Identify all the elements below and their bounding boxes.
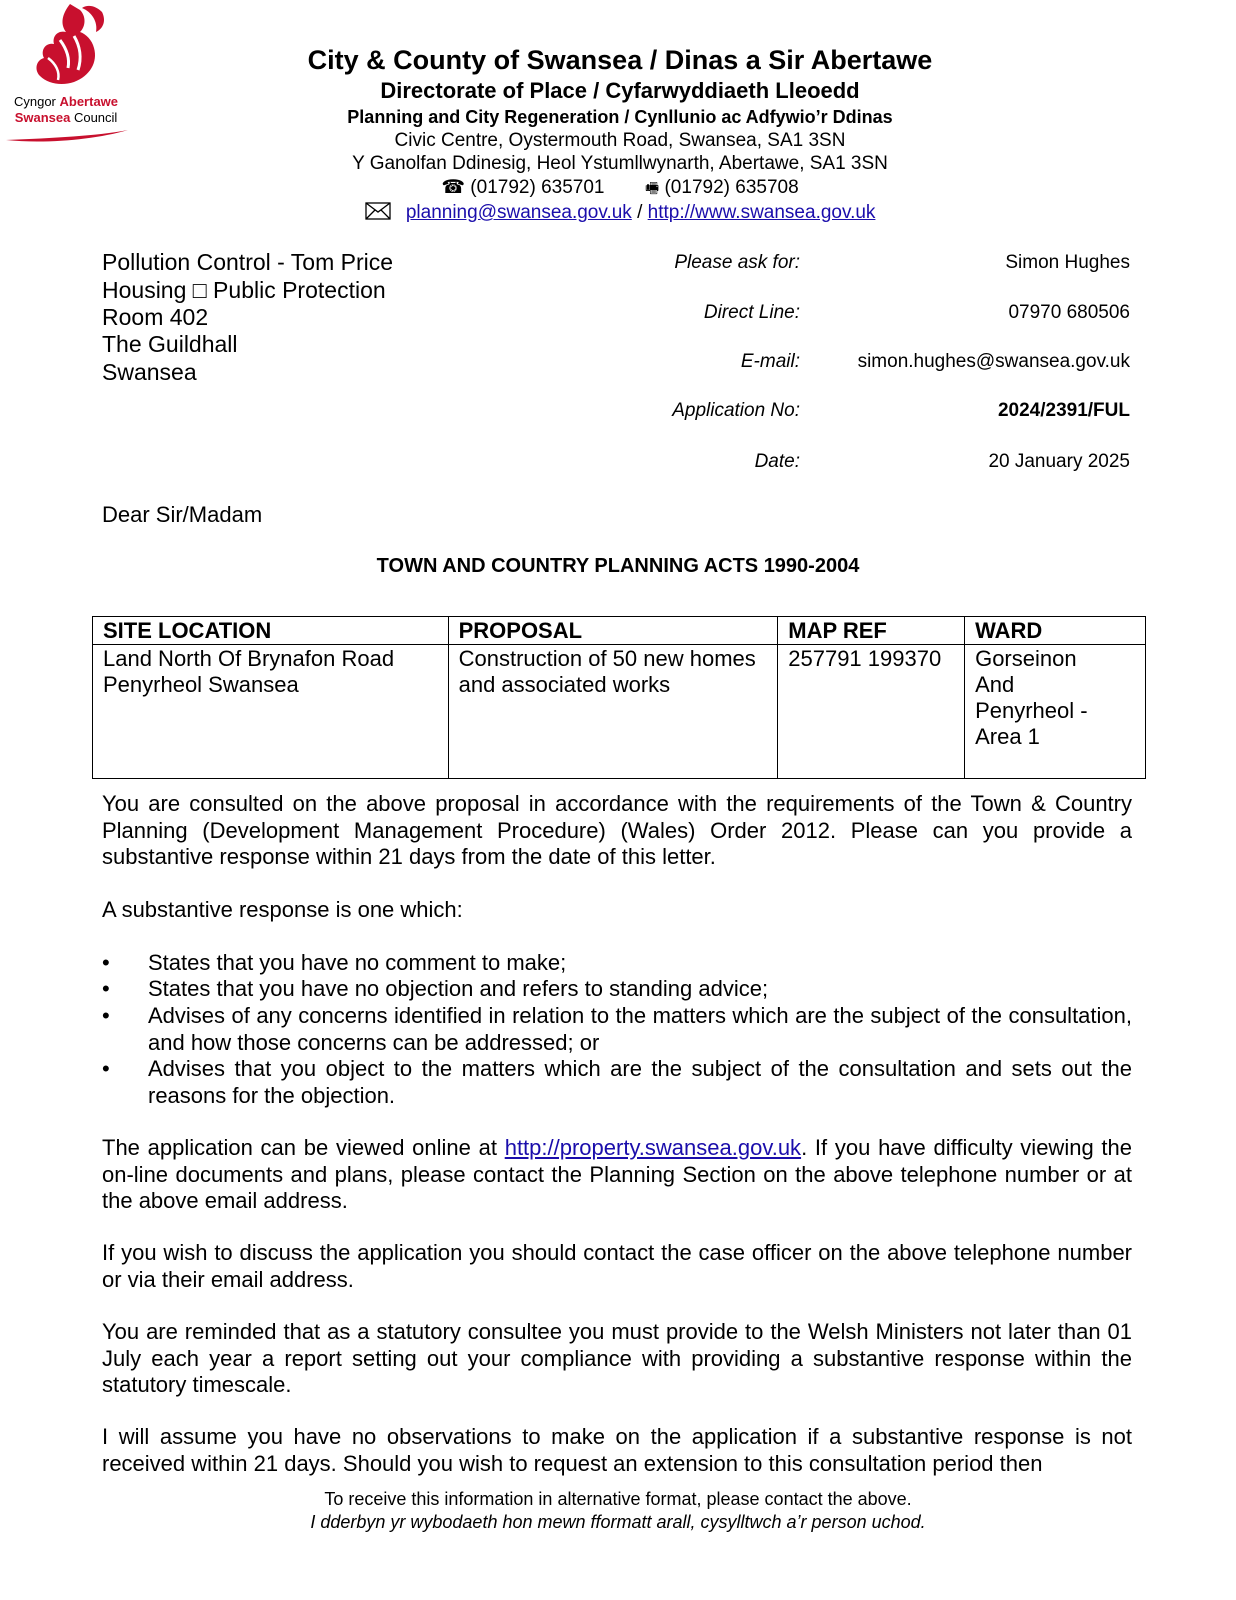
salutation: Dear Sir/Madam: [102, 502, 263, 527]
application-details-table: [92, 616, 1146, 779]
list-item-text: Advises of any concerns identified in relation to the matters which are the subject of the consultation, and how those concerns can be addressed; or: [148, 1003, 1132, 1055]
bullet-symbol: •: [102, 1003, 110, 1028]
ward-line: Penyrheol -: [975, 698, 1088, 723]
phone-icon: ☎: [441, 177, 466, 198]
direct-line-value: 07970 680506: [1008, 302, 1130, 323]
department-name: Planning and City Regeneration / Cynllunio ac Adfywio’r Ddinas: [347, 107, 893, 127]
envelope-icon: [365, 202, 391, 220]
bullet-symbol: •: [102, 976, 110, 1001]
link-separator: /: [637, 202, 643, 223]
footer-welsh: I dderbyn yr wybodaeth hon mewn fformatt arall, cysylltwch a’r person uchod.: [310, 1512, 926, 1532]
table-header-row: [93, 617, 1146, 645]
council-name: City & County of Swansea / Dinas a Sir Abertawe: [307, 45, 933, 75]
bullet-symbol: •: [102, 1056, 110, 1081]
ask-for-value: Simon Hughes: [1005, 252, 1130, 273]
property-website-link[interactable]: http://property.swansea.gov.uk: [504, 1135, 802, 1160]
application-no-value: 2024/2391/FUL: [997, 400, 1130, 421]
ward-line: And: [975, 672, 1015, 697]
cell-map-ref: [778, 645, 965, 779]
proposal-line: Construction of 50 new homes: [458, 646, 756, 671]
table-row: [93, 645, 1146, 779]
recipient-line-4: The Guildhall: [102, 331, 238, 357]
cell-site-location: [93, 645, 449, 779]
ward-line: Area 1: [975, 724, 1040, 749]
site-location-line: Land North Of Brynafon Road: [103, 646, 395, 671]
address-english: Civic Centre, Oystermouth Road, Swansea, SA1 3SN: [394, 130, 846, 151]
email-value: simon.hughes@swansea.gov.uk: [857, 351, 1130, 372]
header-ward: WARD: [965, 617, 1146, 645]
recipient-line-2: Housing □ Public Protection: [102, 277, 386, 303]
recipient-line-5: Swansea: [102, 359, 197, 385]
contact-numbers: [230, 176, 1010, 203]
council-logo: [0, 0, 132, 150]
site-location-line: Penyrheol Swansea: [103, 672, 299, 697]
email-label: E-mail:: [740, 351, 800, 372]
header-map-ref: MAP REF: [778, 617, 965, 645]
planning-email-link[interactable]: planning@swansea.gov.uk: [405, 202, 632, 223]
assumption-paragraph: I will assume you have no observations to make on the application if a substantive response is not received within 21 days. Should you wish to request an extension to this consultation period then: [102, 1424, 1132, 1476]
fax-icon: 🖷: [645, 180, 660, 197]
email-website-line: [230, 202, 1010, 224]
list-item-text: Advises that you object to the matters which are the subject of the consultation and sets out the reasons for the objection.: [148, 1056, 1132, 1108]
logo-swoosh: [4, 128, 130, 144]
footer-english: To receive this information in alternative format, please contact the above.: [324, 1489, 912, 1509]
bullet-symbol: •: [102, 950, 110, 975]
recipient-line-1: Pollution Control - Tom Price: [102, 249, 394, 275]
acts-title: TOWN AND COUNTRY PLANNING ACTS 1990-2004: [376, 555, 860, 577]
header-site-location: SITE LOCATION: [93, 617, 449, 645]
cell-proposal: [448, 645, 778, 779]
substantive-response-intro: A substantive response is one which:: [102, 897, 463, 922]
logo-text-english: Swansea Council: [14, 110, 118, 125]
list-item-text: States that you have no comment to make;: [148, 950, 567, 975]
ward-line: Gorseinon: [975, 646, 1077, 671]
date-label: Date:: [754, 451, 800, 472]
ask-for-label: Please ask for:: [674, 252, 800, 273]
online-viewing-paragraph: [102, 1135, 1132, 1215]
application-no-label: Application No:: [672, 400, 800, 421]
direct-line-label: Direct Line:: [703, 302, 800, 323]
header-proposal: PROPOSAL: [448, 617, 778, 645]
proposal-line: and associated works: [458, 672, 671, 697]
map-ref-value: 257791 199370: [788, 646, 942, 671]
statutory-paragraph: You are reminded that as a statutory consultee you must provide to the Welsh Ministers not later than 01 July each year a report setting out your compliance with providing a substantive response within the statutory timescale.: [102, 1319, 1132, 1397]
address-welsh: Y Ganolfan Ddinesig, Heol Ystumllwynarth, Abertawe, SA1 3SN: [352, 153, 888, 174]
cell-ward: [965, 645, 1146, 779]
online-text-after: . If you have difficulty viewing the on-line documents and plans, please contact the Planning Section on the above telephone number or at the above email address.: [102, 1135, 1132, 1213]
council-website-link[interactable]: http://www.swansea.gov.uk: [647, 202, 876, 223]
directorate-name: Directorate of Place / Cyfarwyddiaeth Lleoedd: [380, 78, 860, 103]
phoenix-icon: [0, 0, 132, 92]
list-item-text: States that you have no objection and refers to standing advice;: [148, 976, 769, 1001]
consultation-paragraph: You are consulted on the above proposal in accordance with the requirements of the Town & Country Planning (Development Management Procedure) (Wales) Order 2012. Please can you provide a substantive response within 21 days from the date of this letter.: [102, 791, 1132, 869]
online-text-before: The application can be viewed online at: [102, 1135, 505, 1160]
phone-number: (01792) 635701: [470, 177, 605, 198]
recipient-line-3: Room 402: [102, 304, 209, 330]
date-value: 20 January 2025: [988, 451, 1130, 472]
logo-text-welsh: Cyngor Abertawe: [13, 94, 119, 109]
discuss-paragraph: If you wish to discuss the application you should contact the case officer on the above telephone number or via their email address.: [102, 1240, 1132, 1292]
fax-number: (01792) 635708: [664, 177, 799, 198]
